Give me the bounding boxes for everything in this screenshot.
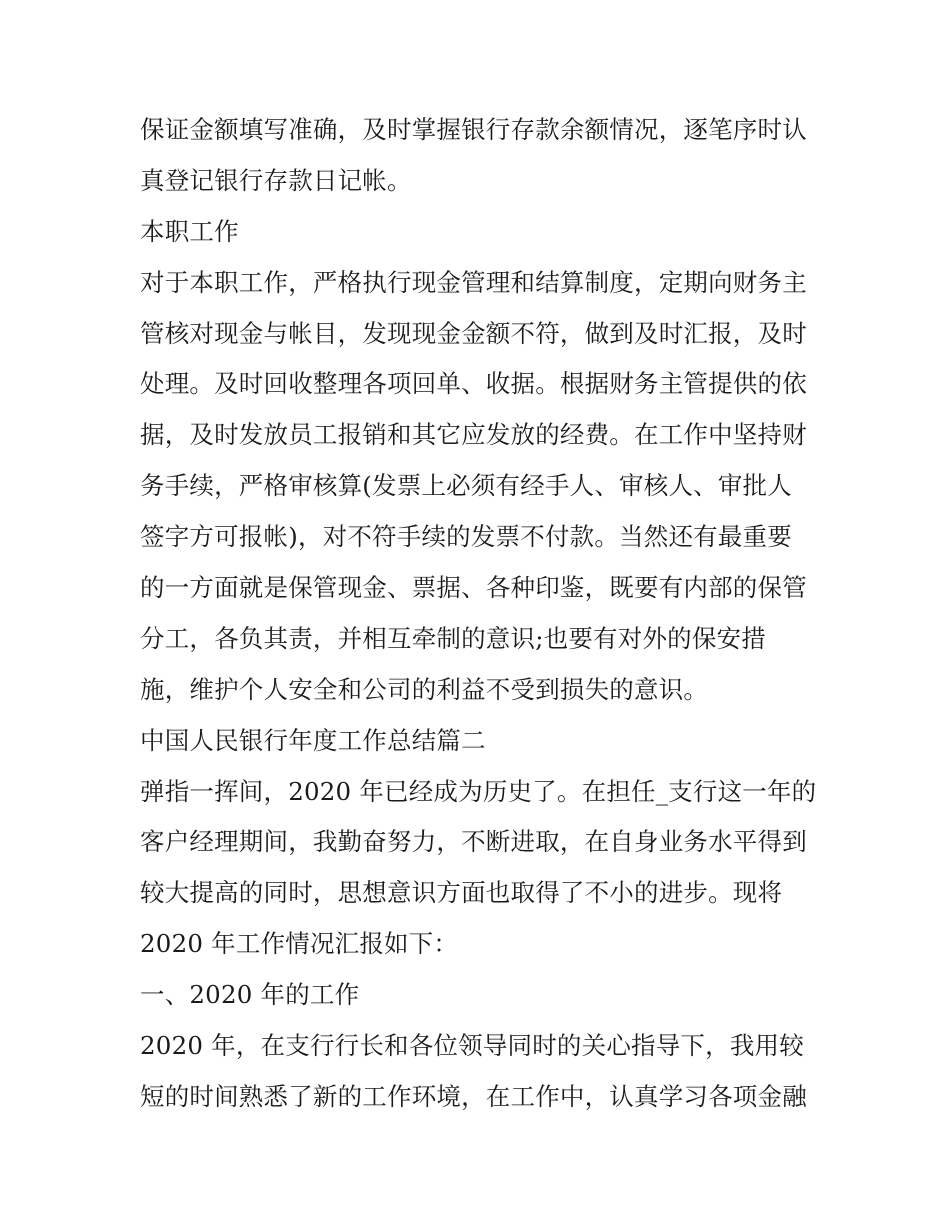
section-heading: 一、2020 年的工作 xyxy=(140,980,360,1010)
text-line: 务手续，严格审核算(发票上必须有经手人、审核人、审批人 xyxy=(140,471,792,501)
text-line: 签字方可报帐)，对不符手续的发票不付款。当然还有最重要 xyxy=(140,522,792,552)
text-line: 2020 年，在支行行长和各位领导同时的关心指导下，我用较 xyxy=(140,1031,804,1061)
text-line: 较大提高的同时，思想意识方面也取得了不小的进步。现将 xyxy=(140,878,783,908)
text-line: 处理。及时回收整理各项回单、收据。根据财务主管提供的依 xyxy=(140,369,807,399)
text-line: 客户经理期间，我勤奋努力，不断进取，在自身业务水平得到 xyxy=(140,827,807,857)
text-line: 施，维护个人安全和公司的利益不受到损失的意识。 xyxy=(140,674,709,704)
text-line: 2020 年工作情况汇报如下： xyxy=(140,929,459,959)
section-heading: 中国人民银行年度工作总结篇二 xyxy=(140,725,486,755)
text-line: 的一方面就是保管现金、票据、各种印鉴，既要有内部的保管 xyxy=(140,573,807,603)
text-line: 分工，各负其责，并相互牵制的意识;也要有对外的保安措 xyxy=(140,623,766,653)
text-line: 对于本职工作，严格执行现金管理和结算制度，定期向财务主 xyxy=(140,267,807,297)
text-line: 保证金额填写准确，及时掌握银行存款余额情况，逐笔序时认 xyxy=(140,115,807,144)
document-body xyxy=(140,111,820,1129)
text-line: 据，及时发放员工报销和其它应发放的经费。在工作中坚持财 xyxy=(140,420,807,450)
section-heading: 本职工作 xyxy=(140,216,239,246)
text-line: 管核对现金与帐目，发现现金金额不符，做到及时汇报，及时 xyxy=(140,318,807,348)
text-line: 短的时间熟悉了新的工作环境，在工作中，认真学习各项金融 xyxy=(140,1081,807,1111)
text-line: 弹指一挥间，2020 年已经成为历史了。在担任_支行这一年的 xyxy=(140,776,817,806)
text-line: 真登记银行存款日记帐。 xyxy=(140,165,412,195)
